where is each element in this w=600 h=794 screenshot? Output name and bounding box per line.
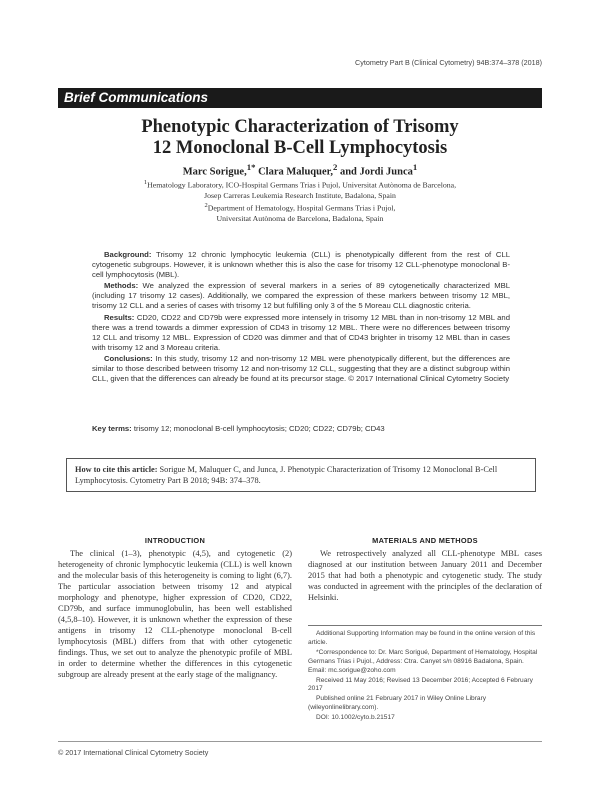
methods-paragraph: We retrospectively analyzed all CLL-phenotype MBL cases diagnosed at our institution between January 2011 and December 2015 that had both a phenotypic and cytogenetic study. The study was conducted in agreement with the principles of the declaration of Helsinki.: [308, 549, 542, 602]
affiliation-2: [58, 201, 542, 214]
footnote-divider: [308, 625, 542, 626]
abstract-text: In this study, trisomy 12 and non-trisomy 12 MBL were phenotypically different, but the differences are similar to those described between trisomy 12 and non-trisomy 12 CLL, suggesting that they are a distinct subgroup within CLL, given that the differences can already be found at its precursor stage.: [92, 353, 510, 384]
abstract-label: Background:: [104, 250, 152, 259]
footnote-correspondence: *Correspondence to: Dr. Marc Sorigué, Department of Hematology, Hospital Germans Trias i Pujol., Address: Ctra. Canyet s/n 08916 Badalona, Spain. Email: mc.sorigue@zoho.com: [308, 648, 538, 674]
footnote-doi: DOI: 10.1002/cyto.b.21517: [316, 714, 395, 722]
affiliation-mark: 1: [143, 179, 148, 186]
author-name: Marc Sorigue,: [182, 166, 247, 178]
author-name: Clara Maluquer,: [255, 166, 333, 178]
abstract: [92, 250, 510, 385]
footnote-supporting: Additional Supporting Information may be found in the online version of this article.: [308, 630, 536, 646]
key-terms-text: trisomy 12; monoclonal B-cell lymphocytosis; CD20; CD22; CD79b; CD43: [131, 424, 385, 433]
abstract-text: Trisomy 12 chronic lymphocytic leukemia (CLL) is phenotypically different from the rest of CLL cytogenetic subgroups. However, it is unknown whether this is also the case for trisomy 12 CLL-phenotype monoclonal B-cell lymphocytosis (MBL).: [92, 250, 510, 280]
article-title: [58, 117, 542, 159]
section-label: Brief Communications: [64, 90, 209, 105]
abstract-label: Conclusions:: [104, 353, 153, 363]
affiliation-line: Department of Hematology, Hospital Germans Trias i Pujol,: [207, 204, 396, 213]
abstract-background: [92, 250, 510, 280]
key-terms: [92, 424, 510, 433]
introduction-paragraph: The clinical (1–3), phenotypic (4,5), and cytogenetic (2) heterogeneity of chronic lymphocytic leukemia (CLL) is well known and the molecular basis of this heterogeneity is coming to light (6,7). The particular association between trisomy 12 and atypical morphology and phenotype, higher expression of CD20, CD22, CD79b, and surface immunoglobulin, has been well established (4,5,8–10). However, it is unknown whether the expression of these antigens in trisomy 12 CLL-phenotype monoclonal B-cell lymphocytosis (MBL) differs from that with other cytogenetic findings. Thus, we set out to analyze the phenotypic profile of MBL in order to determine whether the differences in this cytogenetic subgroup are already present at the early stage of the malignancy.: [58, 549, 292, 679]
affiliation-1: [58, 178, 542, 191]
author-affiliation-mark: 1*: [246, 162, 256, 172]
author-name: and Jordi Junca: [337, 166, 413, 178]
author-list: [58, 162, 542, 178]
affiliation-line: Hematology Laboratory, ICO-Hospital Germans Trias i Pujol, Universitat Autònoma de Barcelona,: [147, 180, 457, 190]
abstract-label: Methods:: [104, 281, 139, 291]
author-affiliation-mark: 1: [412, 162, 418, 172]
abstract-text: CD20, CD22 and CD79b were expressed more intensely in trisomy 12 MBL than in non-trisomy 12 MBL and there was a trend towards a dimmer expression of CD43 in trisomy 12 MBL. There were no differences between trisomy 12 CLL and trisomy 12 MBL. Expression of CD20 was dimmer and that of CD43 brighter in trisomy 12 MBL than in cases with trisomy 12 and 3 Moreau criteria.: [92, 312, 510, 352]
section-band: [58, 88, 542, 108]
affiliation-line: Universitat Autònoma de Barcelona, Badalona, Spain: [216, 214, 384, 224]
affiliation-line: Josep Carreras Leukemia Research Institute, Badalona, Spain: [204, 191, 396, 200]
citation-text: Sorigue M, Maluquer C, and Junca, J. Phenotypic Characterization of Trisomy 12 Monoclonal B-Cell Lymphocytosis. Cytometry Part B 2018; 94B: 374–378.: [75, 465, 498, 485]
footnotes: [308, 630, 540, 724]
affiliation-mark: 2: [204, 202, 208, 210]
abstract-results: [92, 313, 510, 353]
key-terms-label: Key terms:: [92, 424, 132, 433]
journal-reference: Cytometry Part B (Clinical Cytometry) 94B:374–378 (2018): [355, 58, 542, 67]
introduction-body: [58, 548, 292, 680]
affiliations: [58, 178, 542, 225]
abstract-text: We analyzed the expression of several markers in a series of 89 cytogenetically characterized MBL (including 17 trisomy 12 cases). Additionally, we compared the expression of these markers between trisomy 12 MBL, trisomy 12 CLL and a series of cases with trisomy 12 but fulfilling only 3 of the 5 Moreau CLL diagnostic criteria.: [92, 281, 510, 311]
author-affiliation-mark: 2: [332, 162, 338, 172]
introduction-heading: INTRODUCTION: [144, 536, 206, 545]
footnote-published: Published online 21 February 2017 in Wiley Online Library (wileyonlinelibrary.com).: [308, 695, 487, 712]
title-line-2: 12 Monoclonal B-Cell Lymphocytosis: [152, 138, 448, 158]
footer-copyright: © 2017 International Clinical Cytometry Society: [58, 748, 209, 757]
citation-label: How to cite this article:: [75, 465, 158, 474]
methods-body: [308, 548, 542, 603]
title-line-1: Phenotypic Characterization of Trisomy: [141, 117, 459, 137]
citation-box: [66, 458, 536, 492]
abstract-copyright: © 2017 International Clinical Cytometry Society: [346, 374, 510, 384]
methods-heading: MATERIALS AND METHODS: [372, 536, 478, 545]
abstract-label: Results:: [104, 312, 135, 322]
abstract-methods: [92, 281, 510, 311]
footer-divider: [58, 741, 542, 742]
footnote-received: Received 11 May 2016; Revised 13 December 2016; Accepted 6 February 2017: [308, 676, 533, 693]
abstract-conclusions: [92, 354, 510, 384]
